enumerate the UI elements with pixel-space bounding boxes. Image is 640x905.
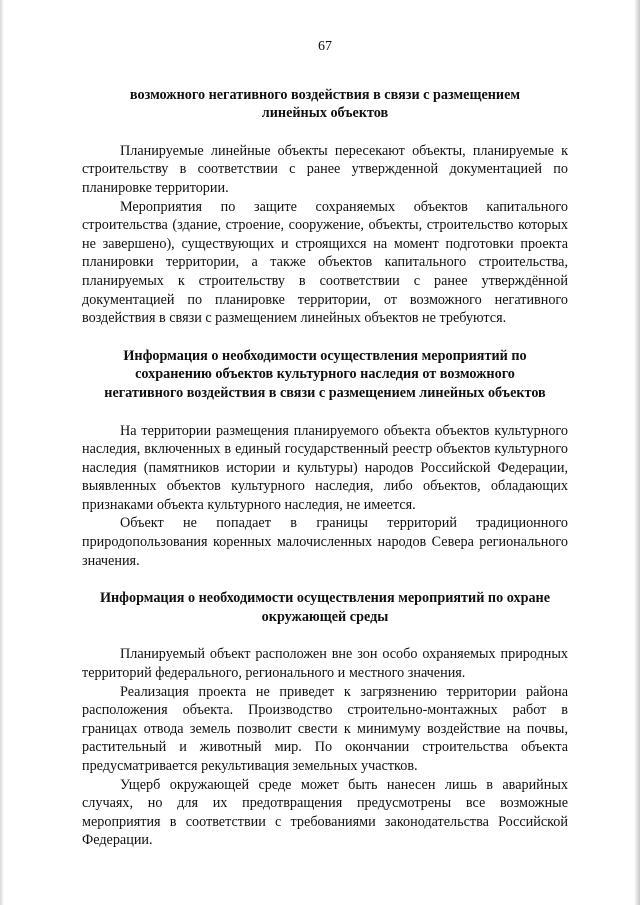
section-2-heading-line-2: сохранению объектов культурного наследия от возможного	[135, 366, 515, 383]
section-2-heading-line-3: негативного воздействия в связи с размещением линейных объектов	[104, 384, 546, 401]
section-3-paragraph-3: Ущерб окружающей среде может быть нанесен лишь в аварийных случаях, но для их предотвращения предусмотрены все возможные мероприятия в соответствии с требованиями законодательства Российской Федерации.	[82, 776, 568, 849]
section-3-heading-line-1: Информация о необходимости осуществления мероприятий по охране	[99, 590, 551, 607]
section-3-paragraph-1: Планируемый объект расположен вне зон особо охраняемых природных территорий федерального, регионального и местного значения.	[82, 646, 568, 682]
section-1-heading-line-1: возможного негативного воздействия в связи с размещением	[129, 86, 521, 103]
scan-edge-left	[0, 0, 4, 905]
section-2-paragraph-2: Объект не попадает в границы территорий традиционного природопользования коренных малочисленных народов Севера регионального значения.	[82, 515, 568, 569]
section-1-paragraph-2: Мероприятия по защите сохраняемых объектов капитального строительства (здание, строение, сооружение, объекты, строительство которых не завершено), существующих и строящихся на момент подготовки проекта планировки территории, а также объектов капитального строительства, планируемых к строительству в соответствии с ранее утверждённой документацией по планировке территории, от возможного негативного воздействия в связи с размещением линейных объектов не требуются.	[82, 198, 568, 327]
section-1-heading	[82, 86, 568, 123]
scan-edge-right	[634, 0, 640, 905]
section-2-heading	[82, 347, 568, 403]
section-2-heading-line-1: Информация о необходимости осуществления мероприятий по	[123, 347, 527, 364]
section-3-heading-line-2: окружающей среды	[261, 608, 389, 625]
section-2-paragraph-1: На территории размещения планируемого объекта объектов культурного наследия, включенных в единый государственный реестр объектов культурного наследия (памятников истории и культуры) народов Российской Федерации, выявленных объектов культурного наследия, либо объектов, обладающих признаками объекта культурного наследия, не имеется.	[82, 422, 568, 513]
page-content	[82, 38, 568, 850]
section-3-paragraph-2: Реализация проекта не приведет к загрязнению территории района расположения объекта. Производство строительно-монтажных работ в границах отвода земель позволит свести к минимуму воздействие на почвы, растительный и животный мир. По окончании строительства объекта предусматривается рекультивация земельных участков.	[82, 683, 568, 774]
page-number: 67	[318, 39, 332, 54]
section-1-heading-line-2: линейных объектов	[261, 105, 389, 122]
section-3-heading	[82, 589, 568, 626]
section-1-paragraph-1: Планируемые линейные объекты пересекают объекты, планируемые к строительству в соответствии с ранее утвержденной документацией по планировке территории.	[82, 142, 568, 196]
